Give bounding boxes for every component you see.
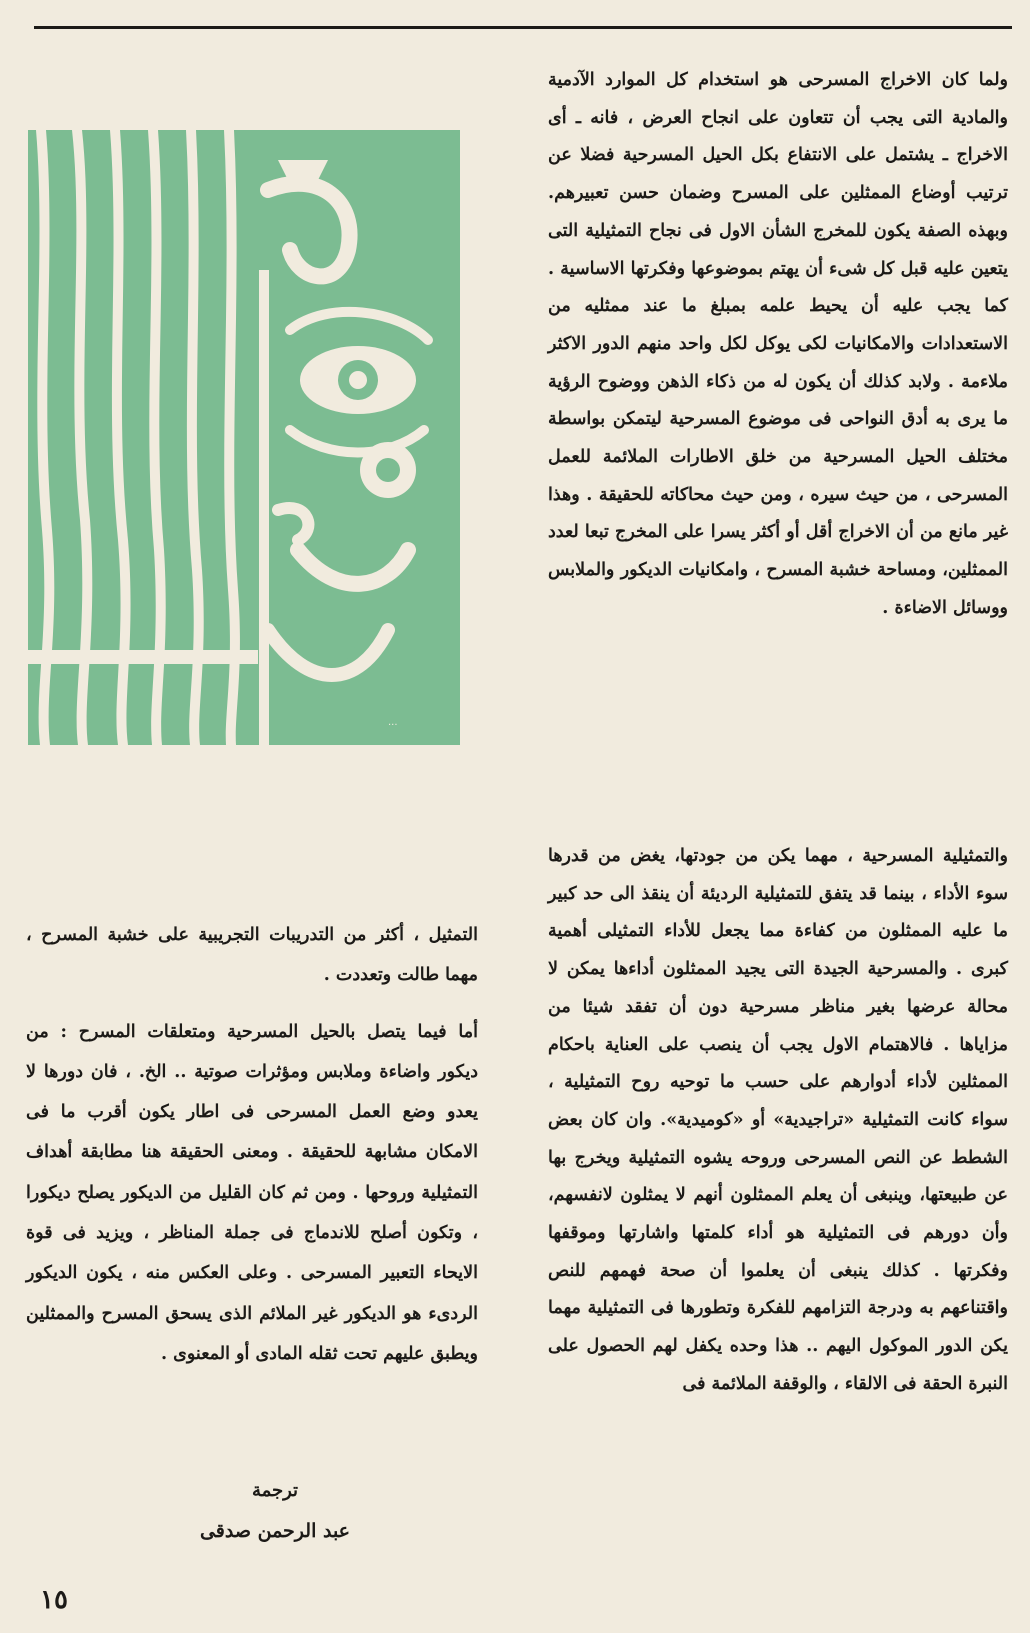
article-column-right-top [548, 62, 1008, 628]
translation-label: ترجمة [251, 1480, 299, 1501]
eye-pupil [349, 371, 367, 389]
translator-name: عبد الرحمن صدقى [199, 1520, 351, 1542]
top-rule [34, 26, 1012, 29]
paragraph: التمثيل ، أكثر من التدريبات التجريبية على خشبة المسرح ، مهما طالت وتعددت . [26, 925, 478, 986]
article-column-left [26, 915, 478, 1374]
nostril [376, 458, 400, 482]
mask-illustration [28, 130, 460, 745]
tie-band [28, 650, 258, 664]
paragraph: أما فيما يتصل بالحيل المسرحية ومتعلقات المسرح : من ديكور واضاءة وملابس ومؤثرات صوتية .. الخ. ، فان دورها لا يعدو وضع العمل المسرحى فى اطار يكون أقرب ما فى الامكان مشابهة للحقيقة . ومعنى الحقيقة هنا مطابقة أهداف التمثيلية وروحها . ومن ثم كان القليل من الديكور يصلح ديكورا ، وتكون أصلح للاندماج فى جملة المناظر ، ويزيد فى قوة الايحاء التعبير المسرحى . وعلى العكس منه ، يكون الديكور الردىء هو الديكور غير الملائم الذى يسحق المسرح والممثلين ويطبق عليهم تحت ثقله المادى أو المعنوى . [26, 1021, 478, 1364]
page-number: ١٥ [40, 1585, 68, 1615]
paragraph: ولما كان الاخراج المسرحى هو استخدام كل الموارد الآدمية والمادية التى يجب أن تتعاون على انجاح العرض ، فانه ـ أى الاخراج ـ يشتمل على الانتفاع بكل الحيل المسرحية فضلا عن ترتيب أوضاع الممثلين على المسرح وضمان حسن تعبيرهم. وبهذه الصفة يكون للمخرج الشأن الاول فى نجاح التمثيلية التى يتعين عليه قبل كل شىء أن يهتم بموضوعها وفكرتها الاساسية . كما يجب عليه أن يحيط علمه بمبلغ ما عند ممثليه من الاستعدادات والامكانيات لكى يوكل لكل واحد منهم الدور الاكثر ملاءمة . ولابد كذلك أن يكون له من ذكاء الذهن ووضوح الرؤية ما يرى به أدق النواحى فى موضوع المسرحية ليتمكن بواسطة مختلف الحيل المسرحية من خلق الاطارات الملائمة للعمل المسرحى ، من حيث سيره ، ومن حيث محاكاته للحقيقة . وهذا غير مانع من أن الاخراج أقل أو أكثر يسرا على المخرج تبعا لعدد الممثلين، ومساحة خشبة المسرح ، وامكانيات الديكور والملابس ووسائل الاضاءة . [548, 70, 1008, 618]
article-column-right-bottom [548, 838, 1008, 1404]
artist-signature: ... [388, 717, 398, 728]
paragraph: والتمثيلية المسرحية ، مهما يكن من جودتها، يغض من قدرها سوء الأداء ، بينما قد يتفق للتمثيلية الرديئة أن ينقذ الى حد كبير ما عليه الممثلون من كفاءة مما يجعل للأداء التمثيلى أهمية كبرى . والمسرحية الجيدة التى يجيد الممثلون أداءها يمكن لا محالة عرضها بغير مناظر مسرحية دون أن تفقد شيئا من مزاياها . فالاهتمام الاول يجب أن ينصب على العناية باحكام الممثلين لأداء أدوارهم على حسب ما توحيه روح التمثيلية ، سواء كانت التمثيلية «تراجيدية» أو «كوميدية». وان كان بعض الشطط عن النص المسرحى وروحه يشوه التمثيلية ويخرج بها عن طبيعتها، وينبغى أن يعلم الممثلون أنهم لا يمثلون لانفسهم، وأن دورهم فى التمثيلية هو أداء كلمتها واشارتها وموقفها وفكرتها . كذلك ينبغى أن يعلموا أن صحة فهمهم للنص واقتناعهم به ودرجة التزامهم للفكرة وتطورها فى التمثيلية مهما يكن الدور الموكول اليهم .. هذا وحده يكفل لهم الحصول على النبرة الحقة فى الالقاء ، والوقفة الملائمة فى [548, 846, 1008, 1394]
